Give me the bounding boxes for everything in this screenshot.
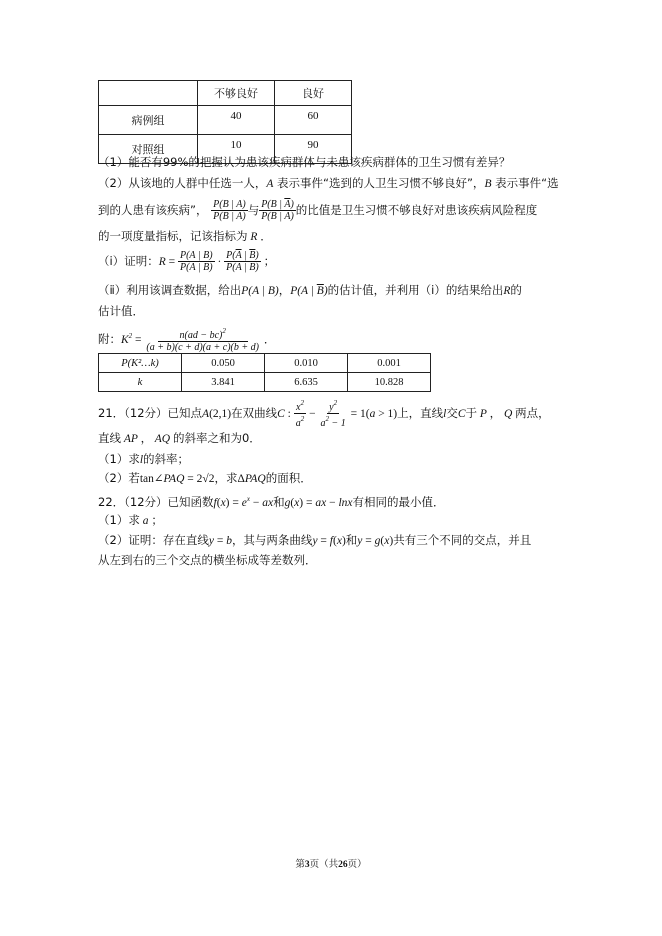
text: 和 (273, 495, 285, 509)
table-cell: 6.635 (265, 373, 348, 392)
text: 的一项度量指标，记该指标为 (98, 229, 248, 243)
fraction-formula: $\frac{P(\overline{A} | \overline{B})}{P(A | \overline{B})}$ (226, 250, 259, 273)
text: 的估计值，并利用（ⅰ）的结果给出 (327, 283, 504, 297)
text: 表示事件“选 (495, 176, 559, 190)
text: 的斜率； (143, 452, 190, 466)
text: 和 (345, 533, 358, 547)
appendix-formula: 附：$K^2$ = $\frac{n(ad - bc)^2}{(a + b)(c + d)(a + c)(b + d)}$ ． (98, 327, 276, 353)
text: 表示事件“选到的人卫生习惯不够良好”， (277, 176, 485, 190)
text: （2）从该地的人群中任选一人， (98, 176, 267, 190)
text: ， (278, 283, 291, 297)
problem-21-line-1: 21．（12分）已知点A(2,1)在双曲线C : $\frac{x^2}{a^2}$ − $\frac{y^2}{a^2 - 1}$ = 1(a > 1)上，直线l交C于 P ， Q 两点， (98, 399, 550, 429)
text: ，求 (214, 471, 238, 485)
contingency-table (98, 80, 352, 164)
text: 直线 (98, 431, 121, 445)
footer-text: 页） (347, 860, 367, 870)
text: （ⅰ）证明： (98, 254, 159, 268)
footer-text: 第 (295, 860, 305, 870)
row-label: 对照组 (99, 135, 198, 164)
table-row (99, 81, 352, 106)
text: （2）证明：存在直线 (98, 533, 209, 547)
table-row (99, 106, 352, 135)
text: ，其与两条曲线 (231, 533, 313, 547)
fraction-formula: $\frac{P(B | \overline{A})}{P(\overline{B} | \overline{A})}$ (261, 199, 294, 222)
text: 的 (510, 283, 522, 297)
table-cell: 3.841 (182, 373, 265, 392)
total-pages: 26 (338, 860, 348, 870)
table-cell: 10.828 (348, 373, 431, 392)
table-cell: 0.050 (182, 354, 265, 373)
table-cell: 0.001 (348, 354, 431, 373)
text: 与 (247, 203, 260, 217)
text: ， (489, 406, 502, 420)
fraction-formula: $\frac{P(B | A)}{P(\overline{B} | A)}$ (213, 199, 246, 222)
problem-22: 22．（12分）已知函数$f(x) = e^x$ − ax和g(x) = ax − lnx有相同的最小值． (98, 495, 445, 509)
text: 有相同的最小值． (352, 495, 445, 509)
table-cell: 90 (275, 135, 352, 164)
problem-21-line-2: 直线 AP ， AQ 的斜率之和为0． (98, 431, 261, 445)
question-2-i: （ⅰ）证明：R = $\frac{P(A | B)}{P(\overline{A} | B)}$ · $\frac{P(\overline{A} | \overline{B})}{P(A | \overline{B})}$ ； (98, 250, 276, 273)
fraction-formula: $\frac{P(A | B)}{P(\overline{A} | B)}$ (179, 250, 213, 273)
text: 于 (465, 406, 478, 420)
text: 的斜率之和为0． (172, 431, 261, 445)
problem-21-q2: （2）若tan∠PAQ = 2√2，求ΔPAQ的面积． (98, 471, 312, 485)
page-footer (0, 856, 662, 870)
row-label: 病例组 (99, 106, 198, 135)
table-header: 不够良好 (198, 81, 275, 106)
question-2-line-3: 的一项度量指标，记该指标为 R ． (98, 229, 272, 243)
critical-value-table (98, 353, 431, 392)
row-label: P(K²…k) (99, 354, 182, 373)
problem-21-q1: （1）求l的斜率； (98, 452, 190, 466)
table-cell: 10 (198, 135, 275, 164)
table-row (99, 373, 431, 392)
table-cell: 60 (275, 106, 352, 135)
text: （2）若 (98, 471, 140, 485)
question-2-line-2 (98, 198, 537, 222)
table-cell: 40 (198, 106, 275, 135)
text: （1）求 (98, 452, 140, 466)
text: （1）求 (98, 513, 140, 527)
text: 的面积． (265, 471, 312, 485)
text: 附： (98, 332, 121, 346)
text: 的比值是卫生习惯不够良好对患该疾病风险程度 (295, 203, 538, 217)
table-header: 良好 (275, 81, 352, 106)
text: 22．（12分）已知函数 (98, 495, 214, 509)
fraction-formula: $\frac{n(ad - bc)^2}{(a + b)(c + d)(a + c)(b + d)}$ (146, 327, 259, 353)
text: 到的人患有该疾病”， (98, 203, 208, 217)
question-2-line-1: （2）从该地的人群中任选一人，A 表示事件“选到的人卫生习惯不够良好”，B 表示事件“选 (98, 176, 559, 190)
problem-22-q2-line-2: 从左到右的三个交点的横坐标成等差数列． (98, 553, 317, 567)
text: 共有三个不同的交点，并且 (393, 533, 532, 547)
text: 在双曲线 (231, 406, 278, 420)
problem-22-q1: （1）求 a ； (98, 513, 163, 527)
footer-text: 页（共 (309, 860, 339, 870)
row-label: k (99, 373, 182, 392)
text: 21．（12分）已知点 (98, 406, 203, 420)
fraction-formula: $\frac{y^2}{a^2 - 1}$ (320, 399, 346, 429)
question-2-ii-line-2: 估计值． (98, 304, 144, 318)
text: ． (260, 229, 272, 243)
question-2-ii-line-1: （ⅱ）利用该调查数据，给出P(A | B)，P(A | $\overline{B}$)的估计值，并利用（ⅰ）的结果给出R的 (98, 283, 522, 297)
text: 两点， (515, 406, 550, 420)
text: 交 (446, 406, 458, 420)
text: （ⅱ）利用该调查数据，给出 (98, 283, 242, 297)
text: ； (151, 513, 163, 527)
fraction-formula: $\frac{x^2}{a^2}$ (295, 399, 305, 429)
text: 上，直线 (397, 406, 444, 420)
question-1: （1）能否有99%的把握认为患该疾病群体与未患该疾病群体的卫生习惯有差异？ (98, 155, 511, 169)
problem-22-q2-line-1: （2）证明：存在直线y = b，其与两条曲线y = f(x)和y = g(x)共有三个不同的交点，并且 (98, 533, 532, 547)
text: ， (140, 431, 153, 445)
table-cell: 0.010 (265, 354, 348, 373)
table-row (99, 354, 431, 373)
page-number: 3 (304, 860, 310, 870)
table-cell (99, 81, 198, 106)
